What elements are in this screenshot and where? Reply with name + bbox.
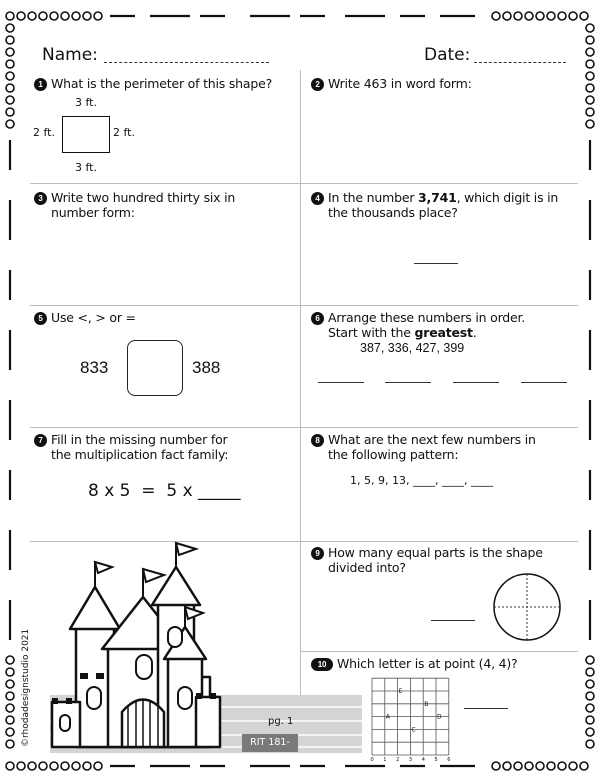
grid-axis-label: 0 <box>370 757 374 763</box>
question-6 <box>311 310 525 340</box>
question-number: 8 <box>311 434 324 447</box>
question-text: Which letter is at point (4, 4)? <box>337 656 518 671</box>
grid-letter: A <box>385 713 390 721</box>
question-5 <box>34 310 136 325</box>
name-field[interactable] <box>104 62 269 63</box>
question-text: What is the perimeter of this shape? <box>51 76 273 91</box>
question-number: 5 <box>34 312 47 325</box>
question-text: Write 463 in word form: <box>328 76 472 91</box>
grid-axis-label: 3 <box>408 757 413 763</box>
question-number: 10 <box>311 658 333 671</box>
answer-blank[interactable] <box>453 382 499 383</box>
page-number: pg. 1 <box>268 716 294 727</box>
coordinate-grid <box>366 671 460 763</box>
row-divider <box>30 427 578 428</box>
rectangle-shape <box>62 116 110 153</box>
question-text: Arrange these numbers in order. <box>328 310 526 325</box>
question-number: 4 <box>311 192 324 205</box>
date-field[interactable] <box>474 62 566 63</box>
question-text: the thousands place? <box>328 205 458 220</box>
question-number: 2 <box>311 78 324 91</box>
answer-blank[interactable] <box>318 382 364 383</box>
grid-letter: E <box>398 688 403 695</box>
compare-right-number: 388 <box>192 358 221 377</box>
question-text: Write two hundred thirty six in <box>51 190 236 205</box>
copyright-text: ©rhodadesignstudio 2021 <box>21 628 31 747</box>
grid-letter: B <box>424 700 429 708</box>
shape-bottom-label: 3 ft. <box>75 161 97 174</box>
question-text: What are the next few numbers in <box>328 432 536 447</box>
grid-axis-label: 1 <box>383 757 387 763</box>
question-number: 3 <box>34 192 47 205</box>
question-4 <box>311 190 558 220</box>
question-number: 1 <box>34 78 47 91</box>
grid-axis-label: 6 <box>447 757 451 763</box>
question-text: number form: <box>51 205 135 220</box>
answer-blank[interactable] <box>414 263 458 264</box>
question-bold-word: greatest <box>414 325 473 340</box>
grid-axis-label: 5 <box>434 757 438 763</box>
question-1 <box>34 76 272 91</box>
multiplication-equation: 8 x 5 = 5 x _____ <box>88 481 241 501</box>
date-label: Date: <box>424 45 471 65</box>
grid-axis-label: 4 <box>421 757 425 763</box>
name-label: Name: <box>42 45 98 65</box>
question-number: 9 <box>311 547 324 560</box>
question-text: , which digit is in <box>456 190 559 205</box>
question-text: Start with the <box>328 325 415 340</box>
question-text: the following pattern: <box>328 447 459 462</box>
question-text: How many equal parts is the shape <box>328 545 543 560</box>
question-number: 6 <box>311 312 324 325</box>
row-divider <box>30 305 578 306</box>
question-text: . <box>472 325 477 340</box>
question-text: the multiplication fact family: <box>51 447 229 462</box>
compare-answer-box[interactable] <box>127 340 183 396</box>
answer-blank[interactable] <box>385 382 431 383</box>
grid-letter: D <box>437 713 442 721</box>
divided-circle <box>492 572 562 642</box>
number-pattern: 1, 5, 9, 13, ____, ____, ____ <box>350 474 493 487</box>
question-text: In the number <box>328 190 419 205</box>
numbers-to-order: 387, 336, 427, 399 <box>360 341 465 355</box>
shape-top-label: 3 ft. <box>75 96 97 109</box>
answer-blank[interactable] <box>464 708 508 709</box>
answer-blank[interactable] <box>521 382 567 383</box>
question-text: divided into? <box>328 560 406 575</box>
question-number: 7 <box>34 434 47 447</box>
rit-badge: RIT 181-190 <box>242 734 298 752</box>
question-bold-number: 3,741 <box>418 190 457 205</box>
grid-letter: C <box>411 726 416 734</box>
question-3 <box>34 190 235 220</box>
shape-right-label: 2 ft. <box>113 126 135 139</box>
compare-left-number: 833 <box>80 358 109 377</box>
question-text: Fill in the missing number for <box>51 432 228 447</box>
grid-axis-label: 2 <box>396 757 400 763</box>
shape-left-label: 2 ft. <box>33 126 55 139</box>
question-8 <box>311 432 536 462</box>
question-text: Use <, > or = <box>51 310 136 325</box>
castle-illustration <box>40 537 370 757</box>
answer-blank[interactable] <box>431 620 475 621</box>
question-2 <box>311 76 472 91</box>
question-7 <box>34 432 228 462</box>
row-divider <box>30 183 578 184</box>
